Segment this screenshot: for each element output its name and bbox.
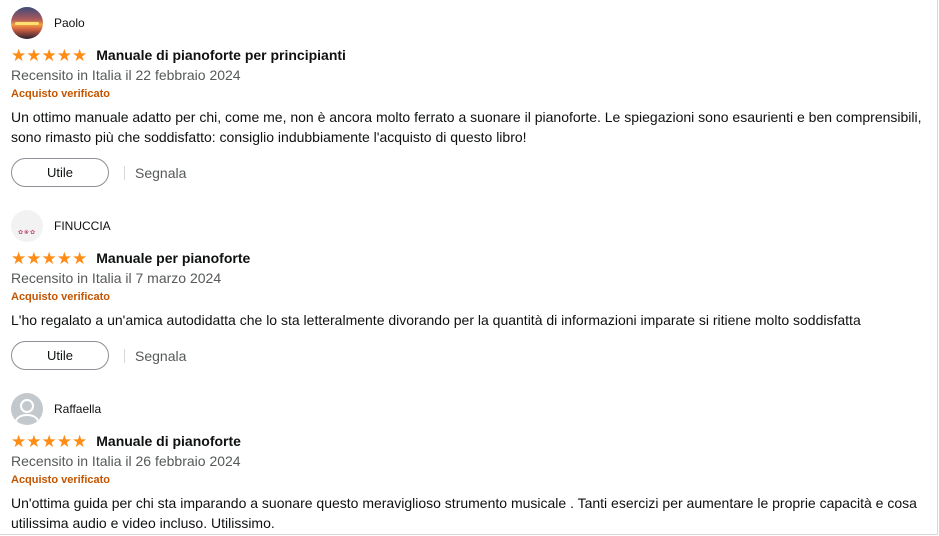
star-icon: ★	[41, 248, 57, 268]
avatar	[11, 393, 43, 425]
star-icon: ★	[26, 248, 42, 268]
verified-purchase-badge: Acquisto verificato	[11, 88, 111, 100]
star-icon: ★	[41, 431, 57, 451]
star-icon: ★	[11, 248, 27, 268]
review-card	[11, 7, 926, 187]
star-icon: ★	[11, 431, 27, 451]
star-icon: ★	[72, 248, 88, 268]
star-icon: ★	[72, 431, 88, 451]
helpful-button[interactable]: Utile	[11, 158, 109, 187]
star-rating[interactable]	[11, 47, 87, 64]
reviewer-profile[interactable]	[11, 7, 926, 39]
review-title[interactable]: Manuale per pianoforte	[96, 250, 251, 266]
reviewer-name[interactable]: FINUCCIA	[54, 219, 111, 233]
star-icon: ★	[26, 431, 42, 451]
review-date: Recensito in Italia il 26 febbraio 2024	[11, 453, 241, 469]
avatar	[11, 7, 43, 39]
reviewer-profile[interactable]	[11, 393, 926, 425]
report-link[interactable]: Segnala	[135, 164, 187, 181]
divider	[124, 349, 125, 363]
review-body: Un'ottima guida per chi sta imparando a suonare questo meraviglioso strumento musicale . Tanti esercizi per aumentare le proprie capacità e cosa utilissima audio e video incluso. Utilissimo.	[11, 495, 917, 531]
star-icon: ★	[56, 431, 72, 451]
verified-purchase-badge: Acquisto verificato	[11, 291, 111, 303]
star-icon: ★	[72, 45, 88, 65]
divider	[124, 166, 125, 180]
review-title[interactable]: Manuale di pianoforte	[96, 433, 241, 449]
star-rating[interactable]	[11, 250, 87, 267]
review-date: Recensito in Italia il 22 febbraio 2024	[11, 67, 241, 83]
star-rating[interactable]	[11, 433, 87, 450]
reviewer-name[interactable]: Raffaella	[54, 402, 102, 416]
star-icon: ★	[56, 45, 72, 65]
review-card	[11, 210, 926, 370]
review-body: Un ottimo manuale adatto per chi, come me, non è ancora molto ferrato a suonare il pianoforte. Le spiegazioni sono esaurienti e ben comprensibili, sono rimasto più che soddisfatto: consiglio indubbiamente l'acquisto di questo libro!	[11, 109, 922, 145]
star-icon: ★	[56, 248, 72, 268]
star-icon: ★	[41, 45, 57, 65]
review-title[interactable]: Manuale di pianoforte per principianti	[96, 47, 346, 63]
avatar: ✿❀✿	[11, 210, 43, 242]
star-icon: ★	[26, 45, 42, 65]
default-user-icon	[11, 393, 43, 425]
verified-purchase-badge: Acquisto verificato	[11, 474, 111, 486]
helpful-button[interactable]: Utile	[11, 341, 109, 370]
reviewer-profile[interactable]	[11, 210, 926, 242]
review-card	[11, 393, 926, 533]
star-icon: ★	[11, 45, 27, 65]
review-date: Recensito in Italia il 7 marzo 2024	[11, 270, 222, 286]
review-body: L'ho regalato a un'amica autodidatta che lo sta letteralmente divorando per la quantità di informazioni imparate si ritiene molto soddisfatta	[11, 312, 861, 328]
report-link[interactable]: Segnala	[135, 347, 187, 364]
reviewer-name[interactable]: Paolo	[54, 16, 85, 30]
